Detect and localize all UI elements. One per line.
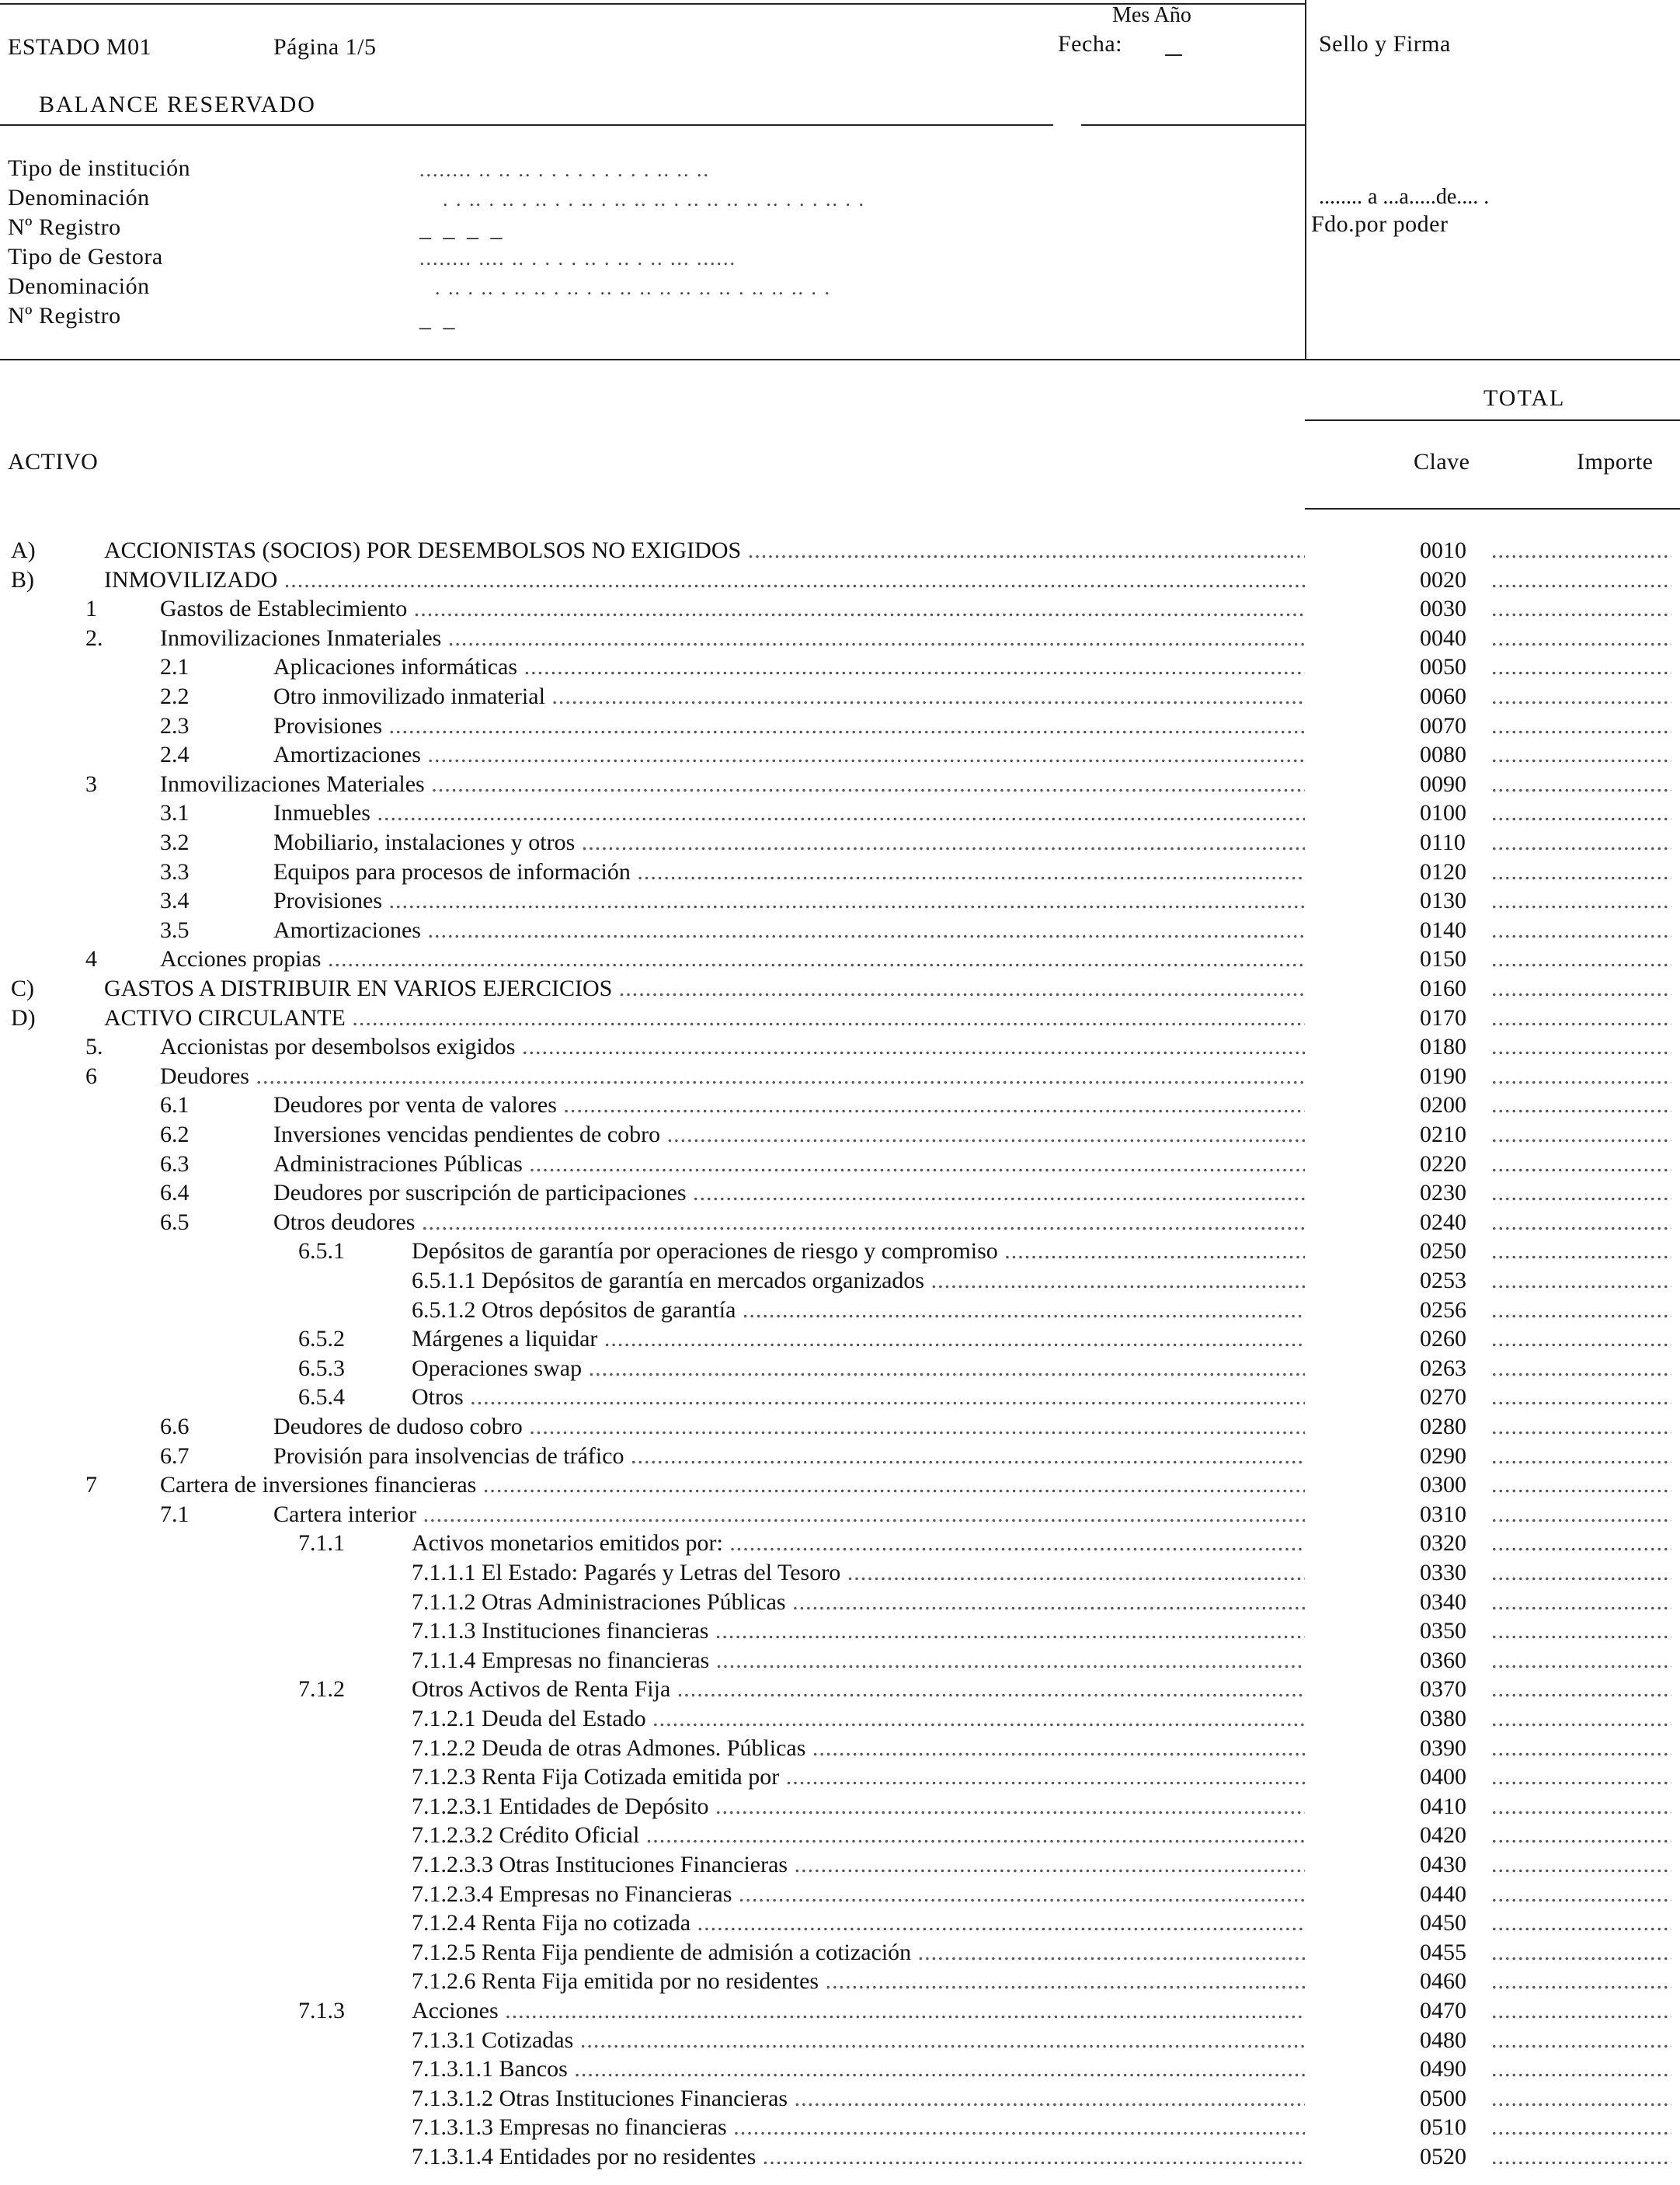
row-importe-field[interactable] <box>1491 1443 1671 1470</box>
row-importe-field[interactable] <box>1491 2114 1671 2141</box>
row-clave: 0455 <box>1420 1939 1466 1965</box>
row-number-4: 6.5.3 <box>298 1355 345 1381</box>
field-registro-gestora-value[interactable]: _ _ <box>419 306 458 332</box>
row-number-3: 6.2 <box>160 1122 190 1147</box>
row-label: Mobiliario, instalaciones y otros ..... <box>273 830 1305 856</box>
row-number-2: 4 <box>85 946 97 972</box>
field-tipo-gestora-label: Tipo de Gestora <box>8 244 163 270</box>
row-label: Activos monetarios emitidos por: ..... <box>412 1530 1305 1557</box>
row-clave: 0370 <box>1420 1676 1466 1703</box>
table-row <box>0 1764 1680 1794</box>
row-label: Aplicaciones informáticas ..... <box>273 654 1305 680</box>
row-label: Inmovilizaciones Inmateriales ..... <box>160 625 1305 652</box>
row-label: Provisiones ..... <box>273 888 1305 914</box>
row-clave: 0290 <box>1420 1442 1466 1469</box>
row-label: Otros Activos de Renta Fija ..... <box>412 1676 1305 1703</box>
row-label: 7.1.2.3.3 Otras Instituciones Financieras ..... <box>412 1852 1305 1878</box>
row-clave: 0300 <box>1420 1472 1466 1498</box>
row-label: 6.5.1.2 Otros depósitos de garantía ..... <box>412 1297 1305 1324</box>
row-importe-field[interactable] <box>1491 684 1671 710</box>
row-clave: 0380 <box>1420 1706 1466 1731</box>
row-importe-field[interactable] <box>1491 1589 1671 1616</box>
row-clave: 0500 <box>1420 2085 1466 2111</box>
row-number-4: 6.5.4 <box>298 1384 345 1411</box>
row-label: 7.1.3.1.2 Otras Instituciones Financieras ..... <box>412 2086 1305 2112</box>
table-row <box>0 1501 1680 1531</box>
table-row <box>0 1180 1680 1209</box>
row-label: Provisiones ..... <box>273 713 1305 739</box>
row-number-3: 6.5 <box>160 1209 190 1235</box>
table-row <box>0 917 1680 947</box>
row-label: Accionistas por desembolsos exigidos ..... <box>160 1034 1305 1060</box>
table-row <box>0 1443 1680 1473</box>
row-number-1: B) <box>11 566 34 593</box>
row-label: Márgenes a liquidar ..... <box>412 1326 1305 1352</box>
row-clave: 0020 <box>1420 566 1466 593</box>
table-row <box>0 2144 1680 2173</box>
row-number-4: 6.5.2 <box>298 1326 345 1352</box>
table-row <box>0 596 1680 625</box>
row-clave: 0470 <box>1420 1998 1466 2023</box>
row-clave: 0030 <box>1420 596 1466 622</box>
row-clave: 0270 <box>1420 1384 1466 1411</box>
row-clave: 0110 <box>1420 830 1466 855</box>
field-registro-gestora-label: Nº Registro <box>8 303 121 329</box>
row-label: Deudores por suscripción de participaciones ..... <box>273 1180 1305 1206</box>
table-row <box>0 1122 1680 1151</box>
header-vertical-divider <box>1305 0 1306 359</box>
table-row <box>0 1151 1680 1181</box>
row-importe-field[interactable] <box>1491 800 1671 826</box>
row-importe-field[interactable] <box>1491 1501 1671 1528</box>
row-number-4: 7.1.3 <box>298 1998 345 2023</box>
row-importe-field[interactable] <box>1491 1852 1671 1878</box>
total-underline <box>1305 419 1680 421</box>
row-label: 7.1.2.3.1 Entidades de Depósito ..... <box>412 1794 1305 1820</box>
row-number-3: 6.1 <box>160 1092 190 1119</box>
row-importe-field[interactable] <box>1491 1998 1671 2024</box>
row-label: 7.1.2.6 Renta Fija emitida por no residentes ..... <box>412 1968 1305 1995</box>
row-label: 7.1.2.3.2 Crédito Oficial ..... <box>412 1822 1305 1849</box>
row-number-3: 2.3 <box>160 712 190 739</box>
table-row <box>0 2086 1680 2115</box>
importe-header: Importe <box>1577 449 1654 475</box>
row-number-4: 7.1.2 <box>298 1676 345 1703</box>
row-clave: 0210 <box>1420 1122 1466 1147</box>
row-importe-field[interactable] <box>1491 1794 1671 1820</box>
row-importe-field[interactable] <box>1491 1297 1671 1324</box>
row-importe-field[interactable] <box>1491 917 1671 944</box>
row-importe-field[interactable] <box>1491 1822 1671 1849</box>
row-clave: 0390 <box>1420 1734 1466 1761</box>
row-label: Equipos para procesos de información ..... <box>273 859 1305 885</box>
row-clave: 0440 <box>1420 1881 1466 1907</box>
row-number-3: 6.7 <box>160 1442 190 1469</box>
table-row <box>0 1998 1680 2027</box>
row-label: 7.1.3.1.1 Bancos ..... <box>412 2056 1305 2082</box>
row-number-4: 6.5.1 <box>298 1238 345 1265</box>
row-number-4: 7.1.1 <box>298 1530 345 1557</box>
table-row <box>0 1209 1680 1239</box>
field-registro-label: Nº Registro <box>8 214 121 240</box>
table-row <box>0 654 1680 684</box>
row-importe-field[interactable] <box>1491 859 1671 885</box>
row-number-1: C) <box>11 976 34 1001</box>
row-clave: 0340 <box>1420 1588 1466 1615</box>
row-label: Inversiones vencidas pendientes de cobro ..... <box>273 1122 1305 1148</box>
row-importe-field[interactable] <box>1491 1647 1671 1674</box>
field-denominacion-gestora-value[interactable]: . .. . .. . .. .. . .. . .. .. .. .. .. .. .. . .. .. .. . . <box>435 277 831 299</box>
row-number-3: 3.4 <box>160 888 190 914</box>
table-row <box>0 1005 1680 1035</box>
table-row <box>0 976 1680 1005</box>
row-label: 7.1.1.4 Empresas no financieras ..... <box>412 1647 1305 1674</box>
row-label: 7.1.1.3 Instituciones financieras ..... <box>412 1618 1305 1644</box>
row-clave: 0400 <box>1420 1764 1466 1790</box>
row-importe-field[interactable] <box>1491 1618 1671 1644</box>
table-row <box>0 1589 1680 1619</box>
row-number-3: 3.3 <box>160 858 190 885</box>
row-clave: 0060 <box>1420 684 1466 709</box>
row-label: 7.1.2.5 Renta Fija pendiente de admisión a cotización ..... <box>412 1940 1305 1966</box>
table-row <box>0 2027 1680 2057</box>
field-tipo-institucion-label: Tipo de institución <box>8 155 191 181</box>
row-number-2: 2. <box>85 625 103 651</box>
table-row <box>0 888 1680 917</box>
row-importe-field[interactable] <box>1491 1268 1671 1294</box>
row-importe-field[interactable] <box>1491 1910 1671 1936</box>
row-number-3: 3.5 <box>160 917 190 943</box>
table-row <box>0 771 1680 801</box>
table-row <box>0 800 1680 830</box>
row-importe-field[interactable] <box>1491 2086 1671 2112</box>
field-denominacion-value[interactable]: . . .. . .. . .. . . .. . .. .. .. . .. .. .. .. .. . . . .. . . <box>443 188 865 210</box>
row-number-3: 3.1 <box>160 800 190 826</box>
row-clave: 0480 <box>1420 2027 1466 2053</box>
row-clave: 0360 <box>1420 1647 1466 1673</box>
row-importe-field[interactable] <box>1491 654 1671 680</box>
row-importe-field[interactable] <box>1491 946 1671 972</box>
row-number-2: 5. <box>85 1034 103 1060</box>
row-importe-field[interactable] <box>1491 1092 1671 1119</box>
row-importe-field[interactable] <box>1491 1472 1671 1498</box>
row-label: 7.1.2.3 Renta Fija Cotizada emitida por ..... <box>412 1764 1305 1790</box>
table-row <box>0 1238 1680 1268</box>
row-importe-field[interactable] <box>1491 1764 1671 1790</box>
row-importe-field[interactable] <box>1491 1151 1671 1178</box>
row-importe-field[interactable] <box>1491 771 1671 798</box>
row-clave: 0040 <box>1420 625 1466 651</box>
row-number-3: 2.1 <box>160 654 190 680</box>
row-number-2: 1 <box>85 596 97 622</box>
field-tipo-institucion-value[interactable]: ........ .. .. .. . . . . . . . . . .. .. .. <box>419 158 710 181</box>
table-row <box>0 1034 1680 1063</box>
row-label: Amortizaciones ..... <box>273 742 1305 768</box>
table-row <box>0 1706 1680 1735</box>
row-clave: 0490 <box>1420 2056 1466 2082</box>
row-clave: 0253 <box>1420 1268 1466 1293</box>
table-row <box>0 1560 1680 1589</box>
row-clave: 0190 <box>1420 1063 1466 1089</box>
row-label: Otros ..... <box>412 1384 1305 1411</box>
table-row <box>0 1647 1680 1677</box>
table-row <box>0 713 1680 743</box>
row-number-2: 6 <box>85 1063 97 1089</box>
row-clave: 0280 <box>1420 1414 1466 1439</box>
row-importe-field[interactable] <box>1491 1034 1671 1060</box>
row-importe-field[interactable] <box>1491 713 1671 739</box>
row-clave: 0260 <box>1420 1326 1466 1352</box>
table-row <box>0 946 1680 976</box>
row-label: Inmuebles ..... <box>273 800 1305 826</box>
row-label: 7.1.2.1 Deuda del Estado ..... <box>412 1706 1305 1732</box>
row-clave: 0330 <box>1420 1560 1466 1585</box>
row-clave: 0200 <box>1420 1092 1466 1119</box>
row-importe-field[interactable] <box>1491 1560 1671 1586</box>
row-clave: 0220 <box>1420 1150 1466 1177</box>
row-label: 7.1.3.1.4 Entidades por no residentes ..... <box>412 2144 1305 2170</box>
row-label: Amortizaciones ..... <box>273 917 1305 944</box>
row-clave: 0250 <box>1420 1238 1466 1265</box>
row-importe-field[interactable] <box>1491 567 1671 593</box>
row-clave: 0050 <box>1420 654 1466 680</box>
row-importe-field[interactable] <box>1491 1063 1671 1090</box>
table-row <box>0 1794 1680 1823</box>
row-label: 7.1.3.1.3 Empresas no financieras ..... <box>412 2114 1305 2141</box>
row-importe-field[interactable] <box>1491 596 1671 622</box>
row-importe-field[interactable] <box>1491 1122 1671 1148</box>
row-clave: 0350 <box>1420 1618 1466 1644</box>
row-importe-field[interactable] <box>1491 1940 1671 1966</box>
row-clave: 0310 <box>1420 1501 1466 1527</box>
activo-header: ACTIVO <box>8 449 99 475</box>
row-importe-field[interactable] <box>1491 538 1671 564</box>
row-clave: 0090 <box>1420 771 1466 797</box>
table-row <box>0 1735 1680 1765</box>
row-label: Deudores de dudoso cobro ..... <box>273 1414 1305 1440</box>
table-row <box>0 1414 1680 1443</box>
row-importe-field[interactable] <box>1491 1209 1671 1236</box>
row-clave: 0263 <box>1420 1355 1466 1381</box>
row-label: 6.5.1.1 Depósitos de garantía en mercados organizados ..... <box>412 1268 1305 1294</box>
row-number-3: 2.2 <box>160 684 190 709</box>
row-importe-field[interactable] <box>1491 1881 1671 1908</box>
row-label: 7.1.2.4 Renta Fija no cotizada ..... <box>412 1910 1305 1936</box>
header-top-rule <box>0 3 1305 5</box>
table-row <box>0 1297 1680 1327</box>
row-importe-field[interactable] <box>1491 2144 1671 2170</box>
balance-title: BALANCE RESERVADO <box>39 92 316 117</box>
row-label: Administraciones Públicas ..... <box>273 1151 1305 1178</box>
row-number-3: 2.4 <box>160 742 190 768</box>
row-clave: 0140 <box>1420 917 1466 943</box>
table-row <box>0 830 1680 859</box>
row-number-3: 6.4 <box>160 1180 190 1206</box>
table-row <box>0 1355 1680 1385</box>
row-clave: 0070 <box>1420 712 1466 739</box>
row-label: Gastos de Establecimiento ..... <box>160 596 1305 622</box>
row-number-1: D) <box>11 1004 36 1031</box>
table-row <box>0 1530 1680 1560</box>
row-label: 7.1.3.1 Cotizadas ..... <box>412 2027 1305 2054</box>
row-number-2: 3 <box>85 771 97 797</box>
table-row <box>0 1822 1680 1852</box>
row-importe-field[interactable] <box>1491 1968 1671 1995</box>
row-number-2: 7 <box>85 1472 97 1498</box>
table-row <box>0 567 1680 597</box>
total-header: TOTAL <box>1483 385 1566 411</box>
lugar-fecha-line[interactable]: ........ a ...a.....de.... . <box>1319 185 1490 209</box>
row-label: 7.1.2.3.4 Empresas no Financieras ..... <box>412 1881 1305 1908</box>
field-denominacion-label: Denominación <box>8 185 150 210</box>
sello-firma-label: Sello y Firma <box>1319 31 1451 57</box>
fecha-input[interactable] <box>1165 34 1182 56</box>
row-clave: 0450 <box>1420 1910 1466 1936</box>
table-row <box>0 1618 1680 1647</box>
page-indicator: Página 1/5 <box>273 34 377 60</box>
table-row <box>0 1326 1680 1355</box>
row-clave: 0410 <box>1420 1793 1466 1819</box>
table-row <box>0 1852 1680 1881</box>
row-clave: 0430 <box>1420 1852 1466 1877</box>
row-number-3: 6.6 <box>160 1414 190 1439</box>
row-label: 7.1.1.2 Otras Administraciones Públicas ..... <box>412 1589 1305 1616</box>
row-label: 7.1.2.2 Deuda de otras Admones. Públicas ..... <box>412 1735 1305 1762</box>
row-label: Cartera interior ..... <box>273 1501 1305 1528</box>
row-importe-field[interactable] <box>1491 2027 1671 2054</box>
table-row <box>0 1940 1680 1969</box>
row-label: 7.1.1.1 El Estado: Pagarés y Letras del Tesoro ..... <box>412 1560 1305 1586</box>
row-label: Deudores ..... <box>160 1063 1305 1090</box>
field-tipo-gestora-value[interactable]: ........ .... .. . . . . .. . .. . .. ... ...... <box>419 247 736 270</box>
table-row <box>0 2056 1680 2086</box>
row-label: Deudores por venta de valores ..... <box>273 1092 1305 1119</box>
row-importe-field[interactable] <box>1491 1384 1671 1411</box>
row-label: INMOVILIZADO ..... <box>104 567 1305 593</box>
row-clave: 0180 <box>1420 1034 1466 1060</box>
table-row <box>0 625 1680 655</box>
row-label: Otros deudores ..... <box>273 1209 1305 1236</box>
row-clave: 0130 <box>1420 888 1466 914</box>
table-row <box>0 1881 1680 1911</box>
row-label: Acciones propias ..... <box>160 946 1305 972</box>
row-clave: 0420 <box>1420 1822 1466 1849</box>
row-importe-field[interactable] <box>1491 1326 1671 1352</box>
row-label: ACCIONISTAS (SOCIOS) POR DESEMBOLSOS NO EXIGIDOS ..... <box>104 538 1305 564</box>
column-header-underline <box>1305 508 1680 510</box>
fecha-label: Fecha: <box>1058 31 1122 57</box>
table-row <box>0 1384 1680 1414</box>
fecha-underline <box>1081 124 1305 126</box>
row-clave: 0256 <box>1420 1296 1466 1323</box>
header-bottom-rule <box>0 359 1680 360</box>
table-row <box>0 684 1680 713</box>
table-row <box>0 2114 1680 2144</box>
row-clave: 0520 <box>1420 2144 1466 2169</box>
row-clave: 0230 <box>1420 1180 1466 1206</box>
row-clave: 0080 <box>1420 742 1466 768</box>
row-clave: 0150 <box>1420 946 1466 972</box>
row-importe-field[interactable] <box>1491 742 1671 768</box>
estado-label: ESTADO M01 <box>8 34 152 60</box>
row-clave: 0010 <box>1420 538 1466 563</box>
table-row <box>0 1268 1680 1297</box>
field-denominacion-gestora-label: Denominación <box>8 273 150 299</box>
table-row <box>0 742 1680 771</box>
row-clave: 0240 <box>1420 1209 1466 1235</box>
row-number-3: 3.2 <box>160 830 190 855</box>
row-clave: 0510 <box>1420 2114 1466 2141</box>
row-clave: 0460 <box>1420 1968 1466 1995</box>
table-row <box>0 1910 1680 1940</box>
table-row <box>0 1092 1680 1122</box>
row-importe-field[interactable] <box>1491 1180 1671 1206</box>
row-importe-field[interactable] <box>1491 1530 1671 1557</box>
row-label: ACTIVO CIRCULANTE ..... <box>104 1005 1305 1032</box>
table-row <box>0 1472 1680 1501</box>
row-label: Acciones ..... <box>412 1998 1305 2024</box>
row-clave: 0160 <box>1420 976 1466 1001</box>
row-importe-field[interactable] <box>1491 1414 1671 1440</box>
table-row <box>0 538 1680 567</box>
row-label: GASTOS A DISTRIBUIR EN VARIOS EJERCICIOS ..... <box>104 976 1305 1002</box>
row-importe-field[interactable] <box>1491 1735 1671 1762</box>
row-label: Cartera de inversiones financieras ..... <box>160 1472 1305 1498</box>
table-row <box>0 1063 1680 1093</box>
row-number-3: 7.1 <box>160 1501 190 1527</box>
row-importe-field[interactable] <box>1491 1005 1671 1032</box>
row-label: Depósitos de garantía por operaciones de riesgo y compromiso ..... <box>412 1238 1305 1265</box>
balance-underline <box>0 124 1053 126</box>
row-importe-field[interactable] <box>1491 1676 1671 1703</box>
row-label: Provisión para insolvencias de tráfico ..... <box>273 1443 1305 1470</box>
row-label: Operaciones swap ..... <box>412 1355 1305 1382</box>
clave-header: Clave <box>1414 449 1470 475</box>
row-label: Otro inmovilizado inmaterial ..... <box>273 684 1305 710</box>
row-importe-field[interactable] <box>1491 1706 1671 1732</box>
row-importe-field[interactable] <box>1491 625 1671 652</box>
mes-ano-label: Mes Año <box>1112 3 1191 27</box>
row-importe-field[interactable] <box>1491 976 1671 1002</box>
firma-poder-label: Fdo.por poder <box>1311 211 1449 237</box>
table-row <box>0 859 1680 889</box>
row-importe-field[interactable] <box>1491 1238 1671 1265</box>
row-number-1: A) <box>11 538 36 563</box>
table-row <box>0 1968 1680 1998</box>
row-importe-field[interactable] <box>1491 888 1671 914</box>
field-registro-value[interactable]: _ _ _ _ <box>419 216 506 242</box>
row-clave: 0100 <box>1420 800 1466 826</box>
row-importe-field[interactable] <box>1491 1355 1671 1382</box>
row-clave: 0120 <box>1420 858 1466 885</box>
row-clave: 0170 <box>1420 1004 1466 1031</box>
row-importe-field[interactable] <box>1491 2056 1671 2082</box>
row-label: Inmovilizaciones Materiales ..... <box>160 771 1305 798</box>
row-clave: 0320 <box>1420 1530 1466 1557</box>
row-number-3: 6.3 <box>160 1150 190 1177</box>
row-importe-field[interactable] <box>1491 830 1671 856</box>
table-row <box>0 1676 1680 1706</box>
